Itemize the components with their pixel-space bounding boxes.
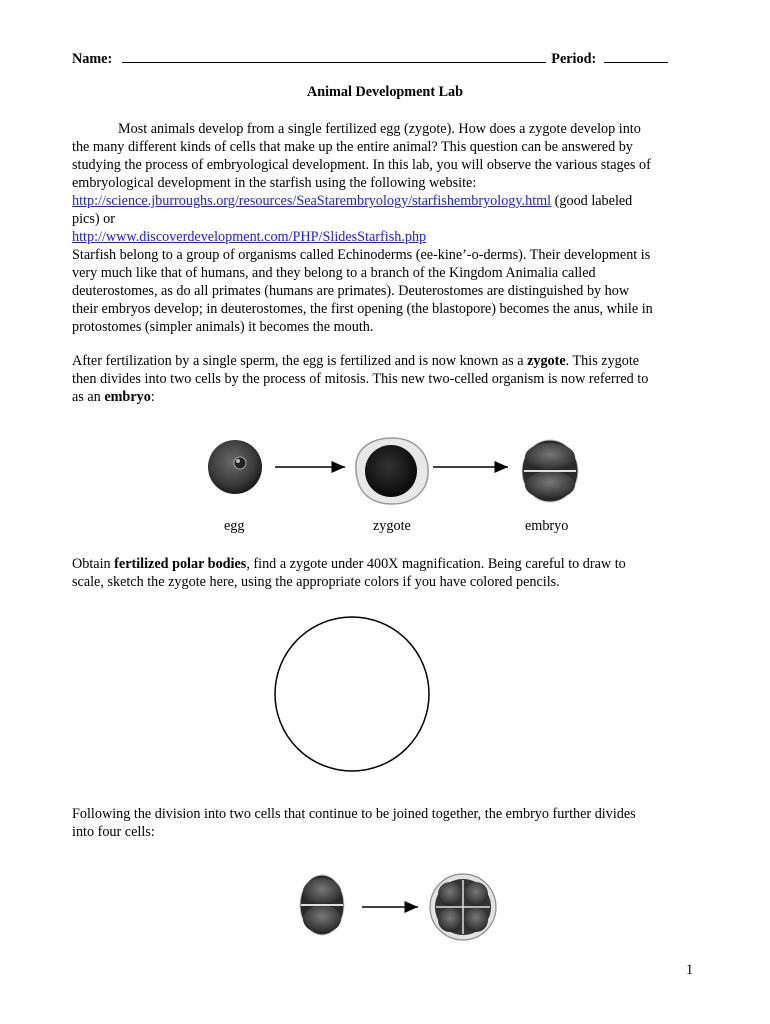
period-label: Period: [551, 51, 597, 67]
fertilization-colon: : [150, 389, 155, 405]
slides-starfish-link[interactable]: http://www.discoverdevelopment.com/PHP/SlidesStarfish.php [72, 229, 427, 245]
starfish-embryology-link[interactable]: http://science.jburroughs.org/resources/SeaStarembryology/starfishembryology.html [72, 193, 552, 209]
embryo-caption: embryo [525, 518, 569, 534]
egg-caption: egg [224, 518, 245, 534]
intro-line-8: Starfish belong to a group of organisms called Echinoderms (ee-kine’-o-derms). Their development is [72, 247, 651, 263]
egg-image [208, 440, 262, 494]
intro-line-12: protostomes (simpler animals) it becomes the mouth. [72, 319, 374, 335]
page-number: 1 [686, 962, 694, 978]
zygote-term: zygote [527, 353, 566, 369]
intro-line-4: embryological development in the starfish using the following website: [72, 175, 477, 191]
fertilization-text: After fertilization by a single sperm, the egg is fertilized and is now known as a [72, 353, 528, 369]
division-line-1: Following the division into two cells that continue to be joined together, the embryo further divides [72, 806, 636, 822]
four-cell-image [430, 874, 496, 940]
embryo-two-cell-image [522, 440, 578, 502]
intro-line-11: their embryos develop; in deuterostomes, the first opening (the blastopore) becomes the anus, while in [72, 301, 653, 317]
page-title: Animal Development Lab [306, 84, 464, 100]
zygote-sketch-circle[interactable] [275, 617, 429, 771]
obtain-text-end: , find a zygote under 400X magnification. Being careful to draw to [246, 556, 626, 572]
intro-line-6: pics) or [72, 211, 115, 227]
name-label: Name: [72, 51, 113, 67]
intro-line-1: Most animals develop from a single fertilized egg (zygote). How does a zygote develop into [118, 121, 641, 137]
fertilization-text-end: . This zygote [565, 353, 640, 369]
intro-line-9: very much like that of humans, and they belong to a branch of the Kingdom Animalia called [72, 265, 596, 281]
two-cell-image [300, 875, 344, 935]
fertilization-line-2: then divides into two cells by the process of mitosis. This new two-celled organism is now referred to [72, 371, 649, 387]
obtain-text: Obtain [72, 556, 115, 572]
division-line-2: into four cells: [72, 824, 155, 840]
embryo-term: embryo [104, 389, 151, 405]
fertilization-text: as an [72, 389, 105, 405]
obtain-line-1 [72, 555, 626, 573]
intro-line-2: the many different kinds of cells that make up the entire animal? This question can be answered by [72, 139, 633, 155]
polar-bodies-term: fertilized polar bodies [114, 556, 247, 572]
link1-note: (good labeled [551, 193, 633, 209]
zygote-image [356, 438, 428, 504]
intro-line-10: deuterostomes, as do all primates (humans are primates). Deuterostomes are distinguished by how [72, 283, 630, 299]
obtain-line-2: scale, sketch the zygote here, using the appropriate colors if you have colored pencils. [72, 574, 560, 590]
zygote-caption: zygote [373, 518, 411, 534]
intro-line-3: studying the process of embryological development. In this lab, you will observe the various stages of [72, 157, 651, 173]
